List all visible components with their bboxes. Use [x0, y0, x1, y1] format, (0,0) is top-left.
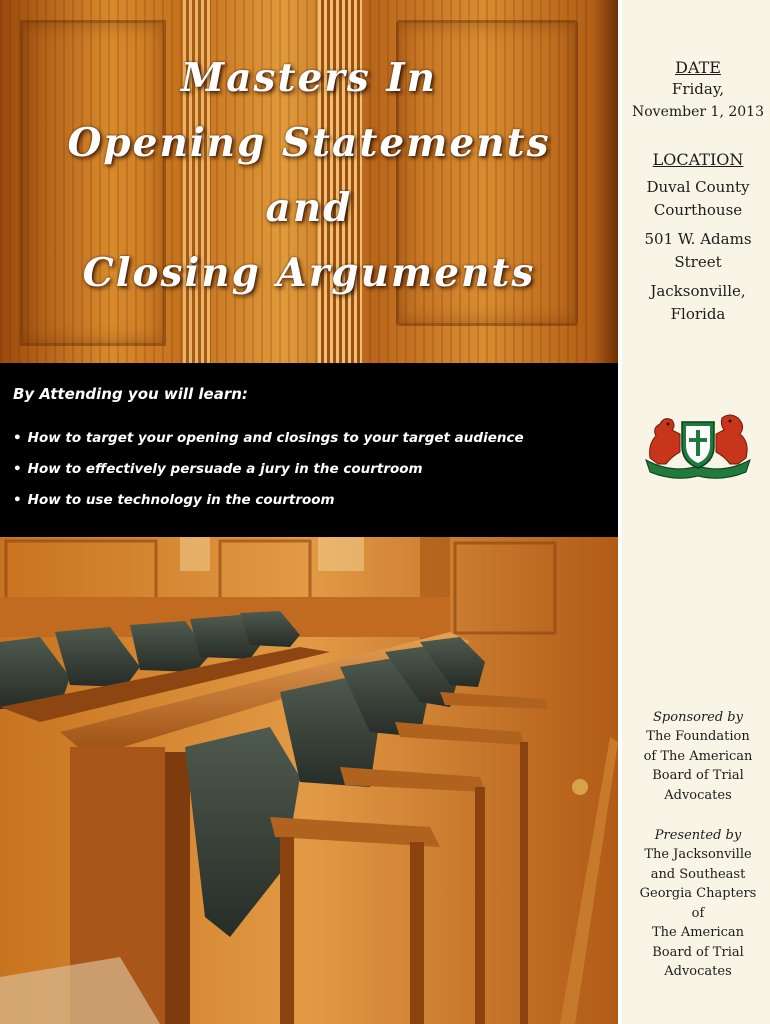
location-line: 501 W. Adams: [644, 230, 752, 248]
location-line: Jacksonville,: [650, 282, 746, 300]
title-line: Masters In: [181, 55, 437, 101]
location-line: Street: [674, 253, 722, 271]
location-label: LOCATION: [652, 150, 744, 169]
date-section: [622, 57, 770, 124]
list-item: [13, 460, 524, 491]
date-line: November 1, 2013: [632, 104, 764, 120]
sponsor-section: [622, 708, 770, 805]
presenter-line: The American: [651, 925, 745, 940]
date-label: DATE: [675, 58, 721, 77]
list-item-text: How to target your opening and closings to your target audience: [27, 430, 524, 446]
title-line: Opening Statements: [67, 120, 551, 166]
abota-crest-icon: [642, 408, 754, 480]
presenter-line: The Jacksonville: [644, 847, 752, 862]
bullet-icon: •: [13, 430, 22, 446]
title-line: and: [265, 185, 353, 231]
date-line: Friday,: [671, 80, 725, 98]
learning-band: [0, 363, 618, 537]
sponsored-label: Sponsored by: [653, 710, 743, 725]
jury-box-photo: [0, 537, 618, 1024]
location-line: Duval County: [646, 178, 750, 196]
title-line: Closing Arguments: [82, 250, 536, 296]
presented-label: Presented by: [654, 828, 742, 843]
bullet-icon: •: [13, 492, 22, 508]
page-title: [0, 46, 618, 306]
list-item-text: How to use technology in the courtroom: [27, 492, 335, 508]
presenter-line: Board of Trial: [652, 944, 744, 960]
sponsor-line: Board of Trial: [652, 768, 744, 783]
learning-list: [13, 429, 524, 522]
event-details-sidebar: [618, 0, 770, 1024]
list-item: [13, 429, 524, 460]
location-line: Florida: [670, 305, 726, 323]
presenter-line: Georgia Chapters: [639, 886, 757, 901]
list-item: [13, 491, 524, 522]
learning-heading: By Attending you will learn:: [13, 385, 248, 403]
bullet-icon: •: [13, 461, 22, 477]
location-line: Courthouse: [653, 201, 743, 219]
presenter-section: [622, 826, 770, 982]
presenter-line: of: [691, 905, 705, 921]
sponsor-line: Advocates: [664, 787, 732, 803]
presenter-line: Advocates: [664, 964, 732, 979]
location-section: [622, 149, 770, 326]
list-item-text: How to effectively persuade a jury in the courtroom: [27, 461, 423, 477]
sponsor-line: The Foundation: [646, 729, 750, 744]
jury-box-illustration: [0, 537, 618, 1024]
presenter-line: and Southeast: [650, 866, 746, 882]
hero-wood-panel: [0, 0, 618, 363]
sponsor-line: of The American: [643, 748, 753, 764]
